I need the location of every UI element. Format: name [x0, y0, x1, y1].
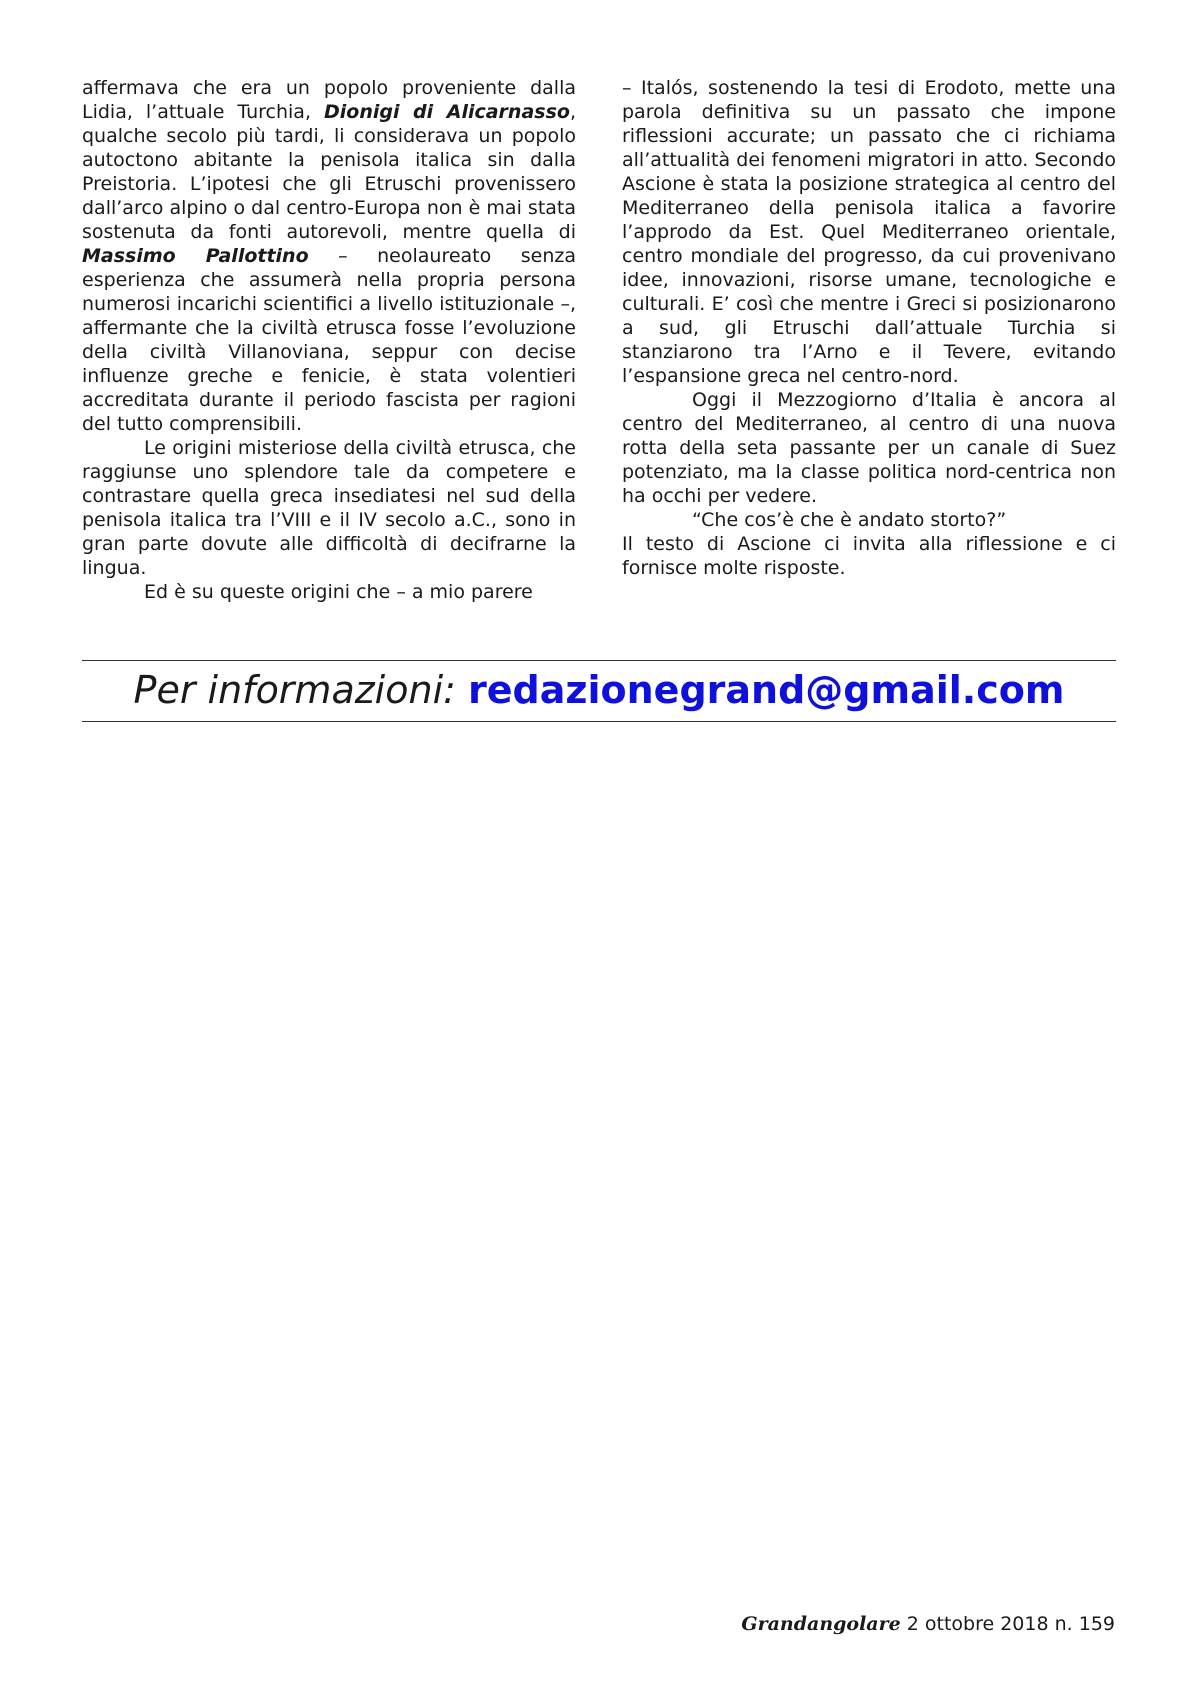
right-paragraph-4: Il testo di Ascione ci invita alla riflessione e ci fornisce molte risposte.: [622, 533, 1116, 579]
left-column: [82, 76, 576, 604]
right-paragraph-1: – Italós, sostenendo la tesi di Erodoto, mette una parola definitiva su un passato che impone riflessioni accurate; un passato che ci richiama all’attualità dei fenomeni migratori in atto. Secondo Ascione è stata la posizione strategica al centro del Mediterraneo della penisola italica a favorire l’approdo da Est. Quel Mediterraneo orientale, centro mondiale del progresso, da cui provenivano idee, innovazioni, risorse umane, tecnologiche e culturali. E’ così che mentre i Greci si posizionarono a sud, gli Etruschi dall’attuale Turchia si stanziarono tra l’Arno e il Tevere, evitando l’espansione greca nel centro-nord.: [622, 77, 1116, 387]
right-paragraph-2: Oggi il Mezzogiorno d’Italia è ancora al centro del Mediterraneo, al centro di una nuova rotta della seta passante per un canale di Suez potenziato, ma la classe politica nord-centrica non ha occhi per vedere.: [622, 389, 1116, 507]
author-name-pallottino: Massimo Pallottino: [82, 245, 309, 267]
info-top-divider: [82, 660, 1116, 661]
info-email-link[interactable]: redazionegrand@gmail.com: [468, 668, 1065, 712]
left-paragraph-2: Le origini misteriose della civiltà etrusca, che raggiunse uno splendore tale da competere e contrastare quella greca insediatesi nel sud della penisola italica tra l’VIII e il IV secolo a.C., sono in gran parte dovute alle difficoltà di decifrarne la lingua.: [82, 437, 576, 579]
text-run: – neolaureato senza esperienza che assumerà nella propria persona numerosi incarichi scientifici a livello istituzionale –, affermante che la civiltà etrusca fosse l’evoluzione della civiltà Villanoviana, seppur con decise influenze greche e fenicie, è stata volentieri accreditata durante il periodo fascista per ragioni del tutto comprensibili.: [82, 245, 576, 435]
right-paragraph-3: “Che cos’è che è andato storto?”: [692, 509, 1007, 531]
info-label: Per informazioni:: [133, 668, 469, 712]
text-run: affermava che era un popolo proveniente dalla Lidia, l’attuale Turchia,: [82, 77, 576, 123]
info-bottom-divider: [82, 721, 1116, 722]
publication-name: Grandangolare: [741, 1613, 901, 1635]
text-run: , qualche secolo più tardi, li considerava un popolo autoctono abitante la penisola italica sin dalla Preistoria. L’ipotesi che gli Etruschi provenissero dall’arco alpino o dal centro-Europa non è mai stata sostenuta da fonti autorevoli, mentre quella di: [82, 101, 576, 243]
left-paragraph-3: Ed è su queste origini che – a mio parere: [144, 581, 533, 603]
right-column: [622, 76, 1116, 580]
info-banner: [82, 664, 1116, 716]
page-footer: [741, 1612, 1115, 1636]
issue-date: 2 ottobre 2018 n. 159: [900, 1613, 1115, 1635]
left-paragraph-1: [82, 76, 576, 436]
author-name-dionigi: Dionigi di Alicarnasso: [324, 101, 570, 123]
